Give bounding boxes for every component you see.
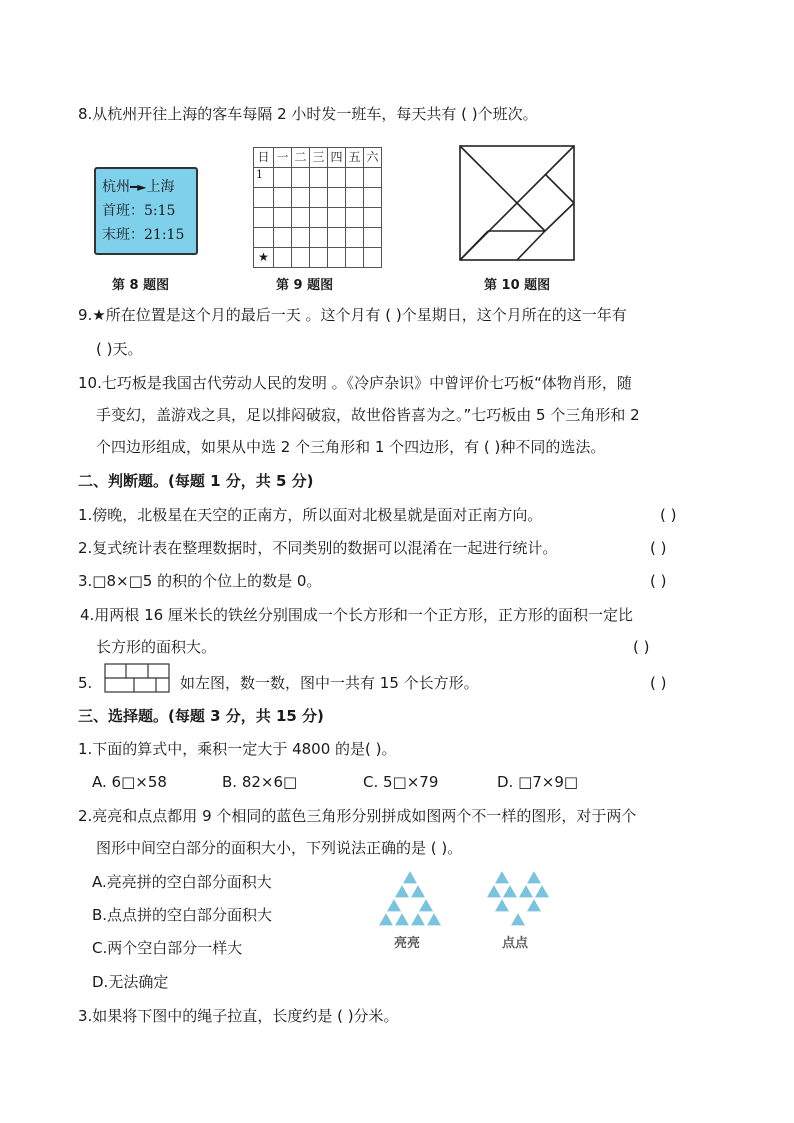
choice-1-option-b: B. 82×6□ [222, 773, 298, 791]
cal-day-1: 1 [254, 168, 274, 188]
choice-1-option-a: A. 6□×58 [92, 773, 167, 791]
answer-paren: ( ) [650, 539, 667, 557]
cal-header: 三 [310, 148, 328, 168]
choice-2-line2: 图形中间空白部分的面积大小，下列说法正确的是 ( )。 [96, 839, 463, 857]
question-10-line1: 10.七巧板是我国古代劳动人民的发明 。《冷庐杂识》中曾评价七巧板“体物肖形，随 [78, 374, 632, 392]
diandian-triangles-figure [486, 870, 550, 926]
calendar-grid [253, 147, 382, 268]
cal-header: 日 [254, 148, 274, 168]
answer-paren: ( ) [650, 572, 667, 590]
answer-paren: ( ) [633, 638, 650, 656]
caption-liangliang: 亮亮 [394, 936, 421, 951]
answer-paren: ( ) [650, 674, 667, 692]
judge-2: 2.复式统计表在整理数据时，不同类别的数据可以混淆在一起进行统计。 [78, 539, 558, 557]
question-9-line1: 9.★所在位置是这个月的最后一天 。这个月有 ( )个星期日，这个月所在的这一年有 [78, 306, 627, 324]
section-2-title: 二、判断题。(每题 1 分，共 5 分) [78, 472, 314, 490]
judge-5-number: 5. [78, 674, 93, 692]
question-9-line2: ( )天。 [96, 340, 143, 358]
first-bus: 首班：5:15 [102, 203, 176, 219]
caption-diandian: 点点 [502, 936, 529, 951]
liangliang-triangles-figure [378, 870, 442, 926]
rectangles-figure [104, 663, 170, 693]
judge-4-line2: 长方形的面积大。 [96, 638, 217, 656]
choice-1-option-d: D. □7×9□ [497, 773, 579, 791]
question-10-line3: 个四边形组成，如果从中选 2 个三角形和 1 个四边形，有 ( )种不同的选法。 [96, 438, 606, 456]
choice-2-option-d: D.无法确定 [92, 973, 169, 991]
cal-header: 四 [328, 148, 346, 168]
choice-2-option-c: C.两个空白部分一样大 [92, 939, 243, 957]
choice-1-option-c: C. 5□×79 [363, 773, 439, 791]
last-bus: 末班：21:15 [102, 227, 185, 243]
tangram-figure [459, 145, 575, 261]
cal-header: 六 [364, 148, 382, 168]
cal-header: 一 [274, 148, 292, 168]
cal-header: 五 [346, 148, 364, 168]
choice-2-option-b: B.点点拼的空白部分面积大 [92, 906, 273, 924]
caption-fig8: 第 8 题图 [112, 278, 170, 293]
question-8: 8.从杭州开往上海的客车每隔 2 小时发一班车，每天共有 ( )个班次。 [78, 105, 538, 123]
caption-fig10: 第 10 题图 [484, 278, 551, 293]
section-3-title: 三、选择题。(每题 3 分，共 15 分) [78, 707, 324, 725]
judge-5: 如左图，数一数，图中一共有 15 个长方形。 [180, 674, 479, 692]
choice-2-option-a: A.亮亮拼的空白部分面积大 [92, 873, 272, 891]
choice-1: 1.下面的算式中，乘积一定大于 4800 的是( )。 [78, 740, 397, 758]
caption-fig9: 第 9 题图 [276, 278, 334, 293]
choice-2-line1: 2.亮亮和点点都用 9 个相同的蓝色三角形分别拼成如图两个不一样的图形，对于两个 [78, 807, 637, 825]
judge-1: 1.傍晚，北极星在天空的正南方，所以面对北极星就是面对正南方向。 [78, 506, 543, 524]
answer-paren: ( ) [660, 506, 677, 524]
cal-header: 二 [292, 148, 310, 168]
choice-3: 3.如果将下图中的绳子拉直，长度约是 ( )分米。 [78, 1007, 399, 1025]
arrow-right-icon: ━► [130, 180, 147, 194]
star-icon: ★ [254, 248, 274, 268]
judge-4-line1: 4.用两根 16 厘米长的铁丝分别围成一个长方形和一个正方形，正方形的面积一定比 [80, 606, 633, 624]
route-line: 杭州━►上海 [102, 179, 175, 195]
question-10-line2: 手变幻，盖游戏之具，足以排闷破寂，故世俗皆喜为之。”七巧板由 5 个三角形和 2 [96, 406, 640, 424]
judge-3: 3.□8×□5 的积的个位上的数是 0。 [78, 572, 322, 590]
bus-schedule-sign [94, 167, 198, 255]
